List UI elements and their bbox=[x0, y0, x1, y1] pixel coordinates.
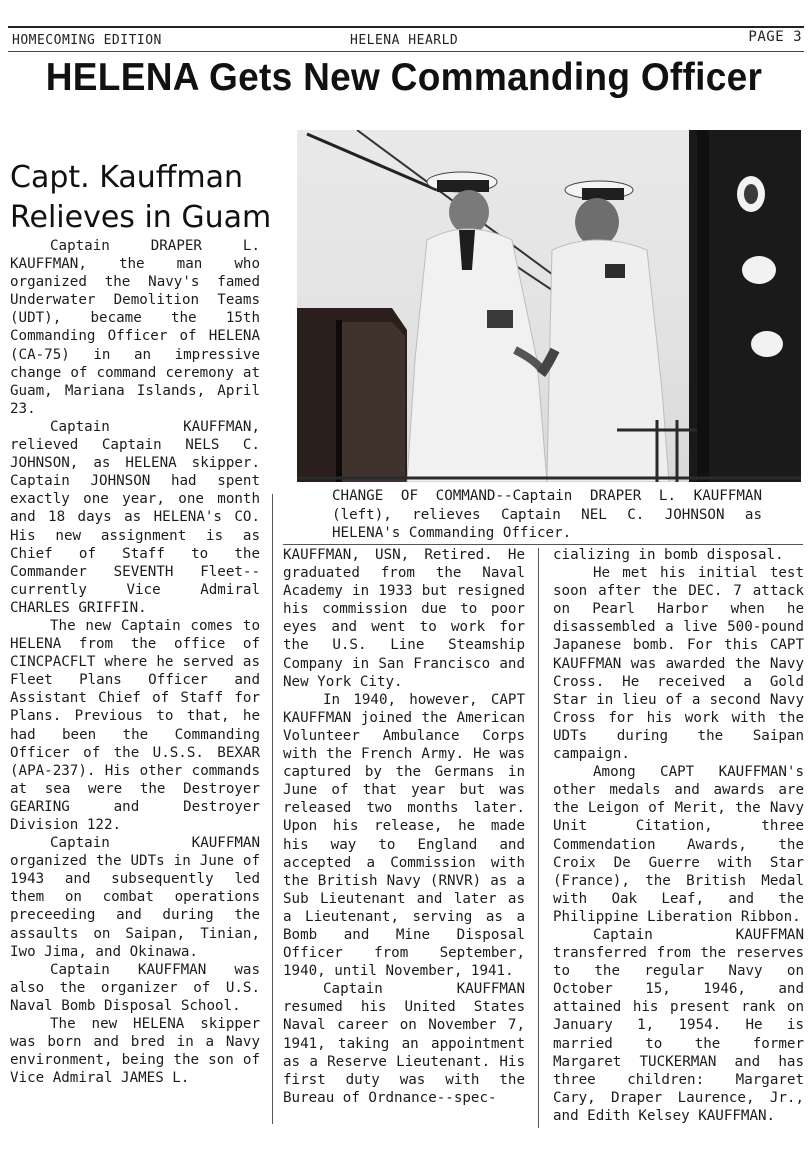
article-column-3 bbox=[553, 546, 804, 1125]
change-of-command-photo bbox=[297, 130, 801, 482]
article-paragraph: KAUFFMAN, USN, Retired. He graduated from the Naval Academy in 1933 but resigned his commission due to poor eyes and went to work for the U.S. Line Steamship Company in San Francisco and New York City. bbox=[283, 547, 525, 690]
page-number: PAGE 3 bbox=[748, 29, 802, 45]
masthead-bottom-rule bbox=[8, 51, 804, 52]
article-paragraph: Captain KAUFFMAN organized the UDTs in June of 1943 and subsequently led them on combat operations preceeding and during the assaults on Saipan, Tinian, Iwo Jima, and Okinawa. bbox=[10, 835, 260, 960]
subheadline-line-2: Relieves in Guam bbox=[10, 200, 272, 235]
article-paragraph: Captain KAUFFMAN was also the organizer of U.S. Naval Bomb Disposal School. bbox=[10, 961, 260, 1014]
headline: HELENA Gets New Commanding Officer bbox=[45, 56, 763, 99]
column-divider bbox=[272, 494, 273, 1124]
column-divider bbox=[538, 548, 539, 1128]
masthead-rule bbox=[8, 26, 804, 28]
article-paragraph: The new HELENA skipper was born and bred in a Navy environment, being the son of Vice Admiral JAMES L. bbox=[10, 1016, 260, 1087]
photo-caption: CHANGE OF COMMAND--Captain DRAPER L. KAUFFMAN (left), relieves Captain NEL C. JOHNSON as HELENA's Commanding Officer. bbox=[332, 488, 762, 541]
paper-name: HELENA HEARLD bbox=[350, 33, 459, 48]
article-paragraph: In 1940, however, CAPT KAUFFMAN joined the American Volunteer Ambulance Corps with the French Army. He was captured by the Germans in June of that year but was released two months later. Upon his release, he made his way to England and accepted a Commission with the British Navy (RNVR) as a Sub Lieutenant and later as a Lieutenant, serving as a Bomb and Mine Disposal Officer from September, 1940, until November, 1941. bbox=[283, 691, 525, 980]
article-paragraph: cializing in bomb disposal. bbox=[553, 547, 784, 563]
article-column-1 bbox=[10, 237, 260, 1087]
article-paragraph: Captain KAUFFMAN, relieved Captain NELS C. JOHNSON, as HELENA skipper. Captain JOHNSON had spent exactly one year, one month and 18 days as HELENA's CO. His new assignment is as Chief of Staff to the Commander SEVENTH Fleet--currently Vice Admiral CHARLES GRIFFIN. bbox=[10, 418, 260, 616]
article-paragraph: The new Captain comes to HELENA from the office of CINCPACFLT where he served as Fleet Plans Officer and Assistant Chief of Staff for Plans. Previous to that, he had been the Commanding Officer of the U.S.S. BEXAR (APA-237). His other commands at sea were the Destroyer GEARING and Destroyer Division 122. bbox=[10, 617, 260, 833]
article-paragraph: Captain KAUFFMAN resumed his United States Naval career on November 7, 1941, taking an appointment as a Reserve Lieutenant. His first duty was with the Bureau of Ordnance--spec- bbox=[283, 981, 525, 1106]
article-column-2 bbox=[283, 546, 525, 1107]
article-paragraph: Captain DRAPER L. KAUFFMAN, the man who organized the Navy's famed Underwater Demolition Teams (UDT), became the 15th Commanding Officer of HELENA (CA-75) in an impressive change of command ceremony at Guam, Mariana Islands, April 23. bbox=[10, 238, 260, 417]
edition-label: HOMECOMING EDITION bbox=[12, 33, 162, 48]
article-subheadline bbox=[10, 158, 270, 238]
article-paragraph: Captain KAUFFMAN transferred from the reserves to the regular Navy on October 15, 1946, and attained his present rank on January 1, 1954. He is married to the former Margaret TUCKERMAN and has three children: Margaret Cary, Draper Laurence, Jr., and Edith Kelsey KAUFFMAN. bbox=[553, 926, 804, 1124]
subheadline-line-1: Capt. Kauffman bbox=[10, 160, 244, 195]
section-rule bbox=[283, 544, 803, 545]
article-paragraph: He met his initial test soon after the DEC. 7 attack on Pearl Harbor when he disassembled a live 500-pound Japanese bomb. For this CAPT KAUFFMAN was awarded the Navy Cross. He received a Gold Star in lieu of a second Navy Cross for his work with the UDTs during the Saipan campaign. bbox=[553, 565, 804, 763]
article-paragraph: Among CAPT KAUFFMAN's other medals and awards are the Leigon of Merit, the Navy Unit Citation, three Commendation Awards, the Croix De Guerre with Star (France), the British Medal with Oak Leaf, and the Philippine Liberation Ribbon. bbox=[553, 764, 804, 925]
